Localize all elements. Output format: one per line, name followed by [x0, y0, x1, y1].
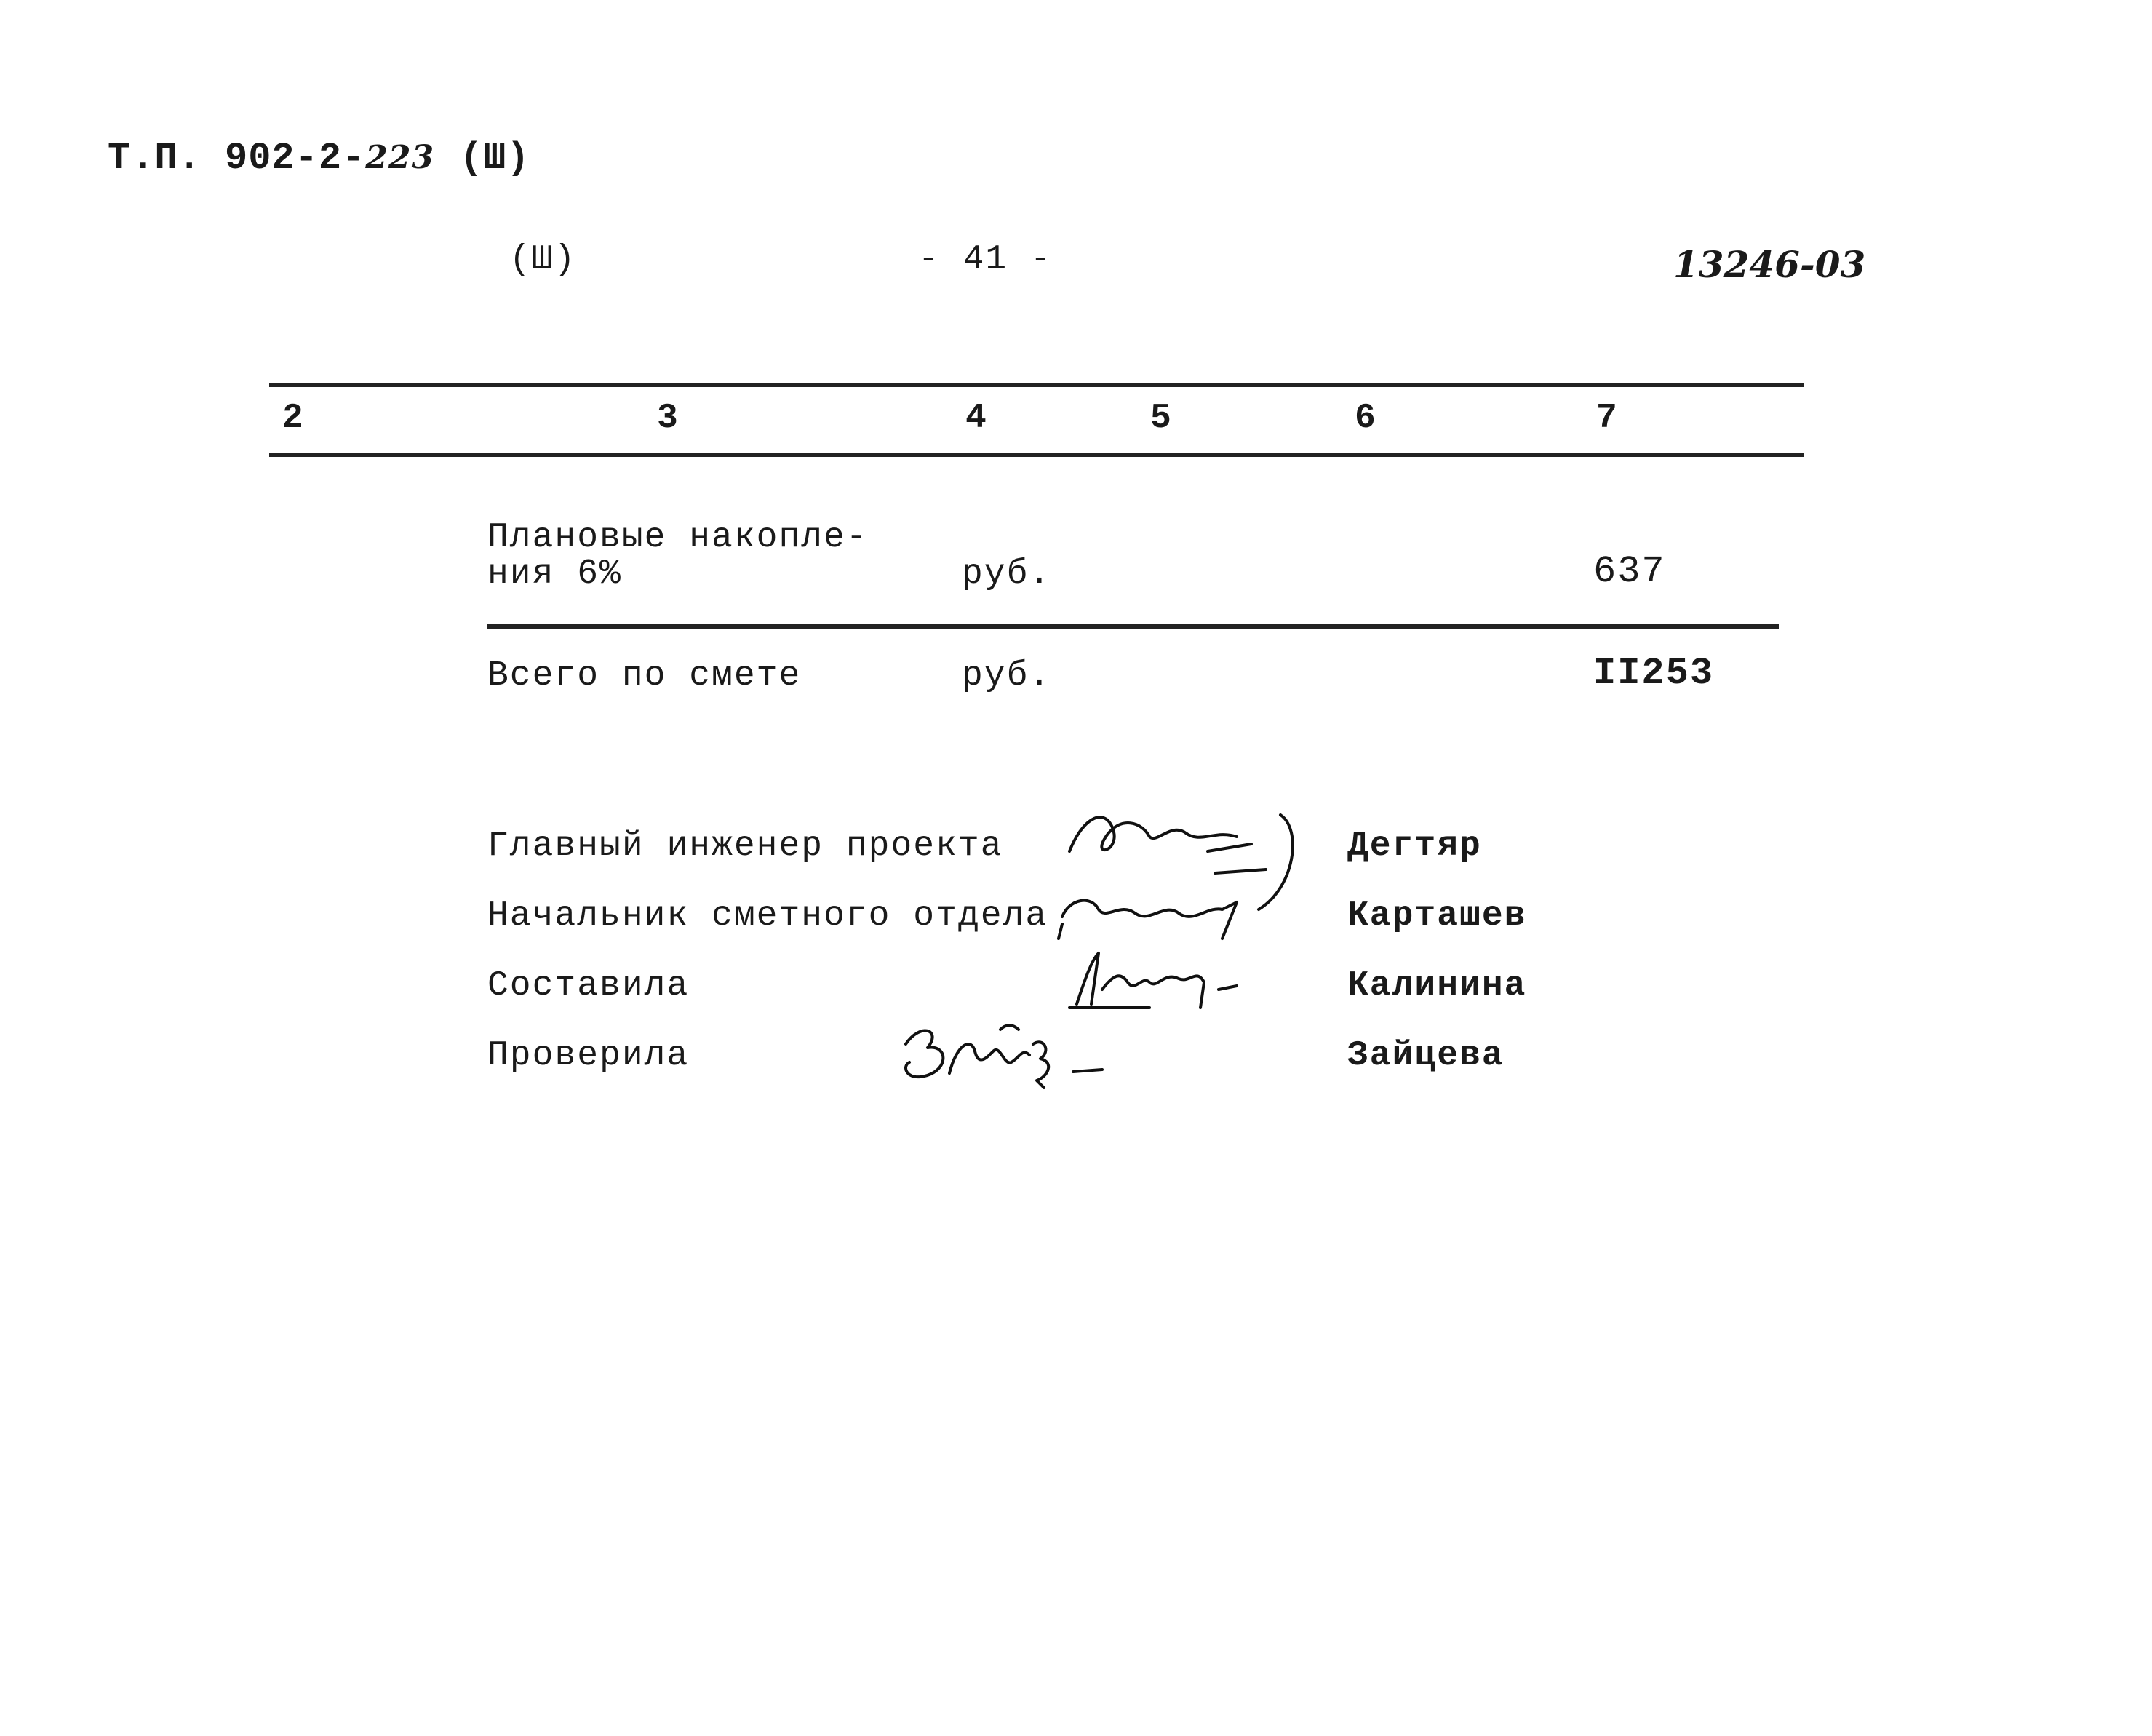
subtotal-rule: [487, 624, 1779, 629]
row-2-value: II253: [1593, 652, 1715, 695]
signature-role-3: Составила: [487, 966, 690, 1006]
signature-name-1: Дегтяр: [1347, 827, 1482, 866]
table-top-rule: [269, 383, 1804, 387]
inventory-number: 13246-03: [1673, 243, 1866, 286]
row-1-unit: руб.: [962, 554, 1052, 594]
signature-role-1: Главный инженер проекта: [487, 827, 1003, 866]
row-1-name-line-2: ния 6%: [487, 554, 622, 594]
column-number-6: 6: [1355, 399, 1376, 438]
page-number: - 41 -: [918, 240, 1053, 279]
designation-number: 223: [365, 139, 435, 176]
signature-name-3: Калинина: [1347, 966, 1527, 1006]
column-number-5: 5: [1150, 399, 1171, 438]
signature-name-4: Зайцева: [1347, 1036, 1505, 1075]
designation-prefix: Т.П. 902-2-: [108, 137, 366, 180]
signature-role-4: Проверила: [487, 1036, 690, 1075]
project-designation: [108, 137, 434, 180]
row-2-unit: руб.: [962, 656, 1052, 696]
row-2-name: Всего по смете: [487, 656, 802, 696]
column-number-4: 4: [965, 399, 987, 438]
column-number-7: 7: [1596, 399, 1617, 438]
signature-role-2: Начальник сметного отдела: [487, 896, 1048, 936]
row-1-name-line-1: Плановые накопле-: [487, 518, 869, 557]
table-header-bottom-rule: [269, 453, 1804, 457]
column-number-3: 3: [657, 399, 678, 438]
handwritten-signature-4: [891, 1008, 1124, 1106]
row-1-value: 637: [1593, 550, 1666, 593]
column-number-2: 2: [282, 399, 303, 438]
part-mark: (Ш): [509, 240, 577, 279]
signature-name-2: Карташев: [1347, 896, 1527, 936]
designation-part: (Ш): [460, 137, 530, 180]
